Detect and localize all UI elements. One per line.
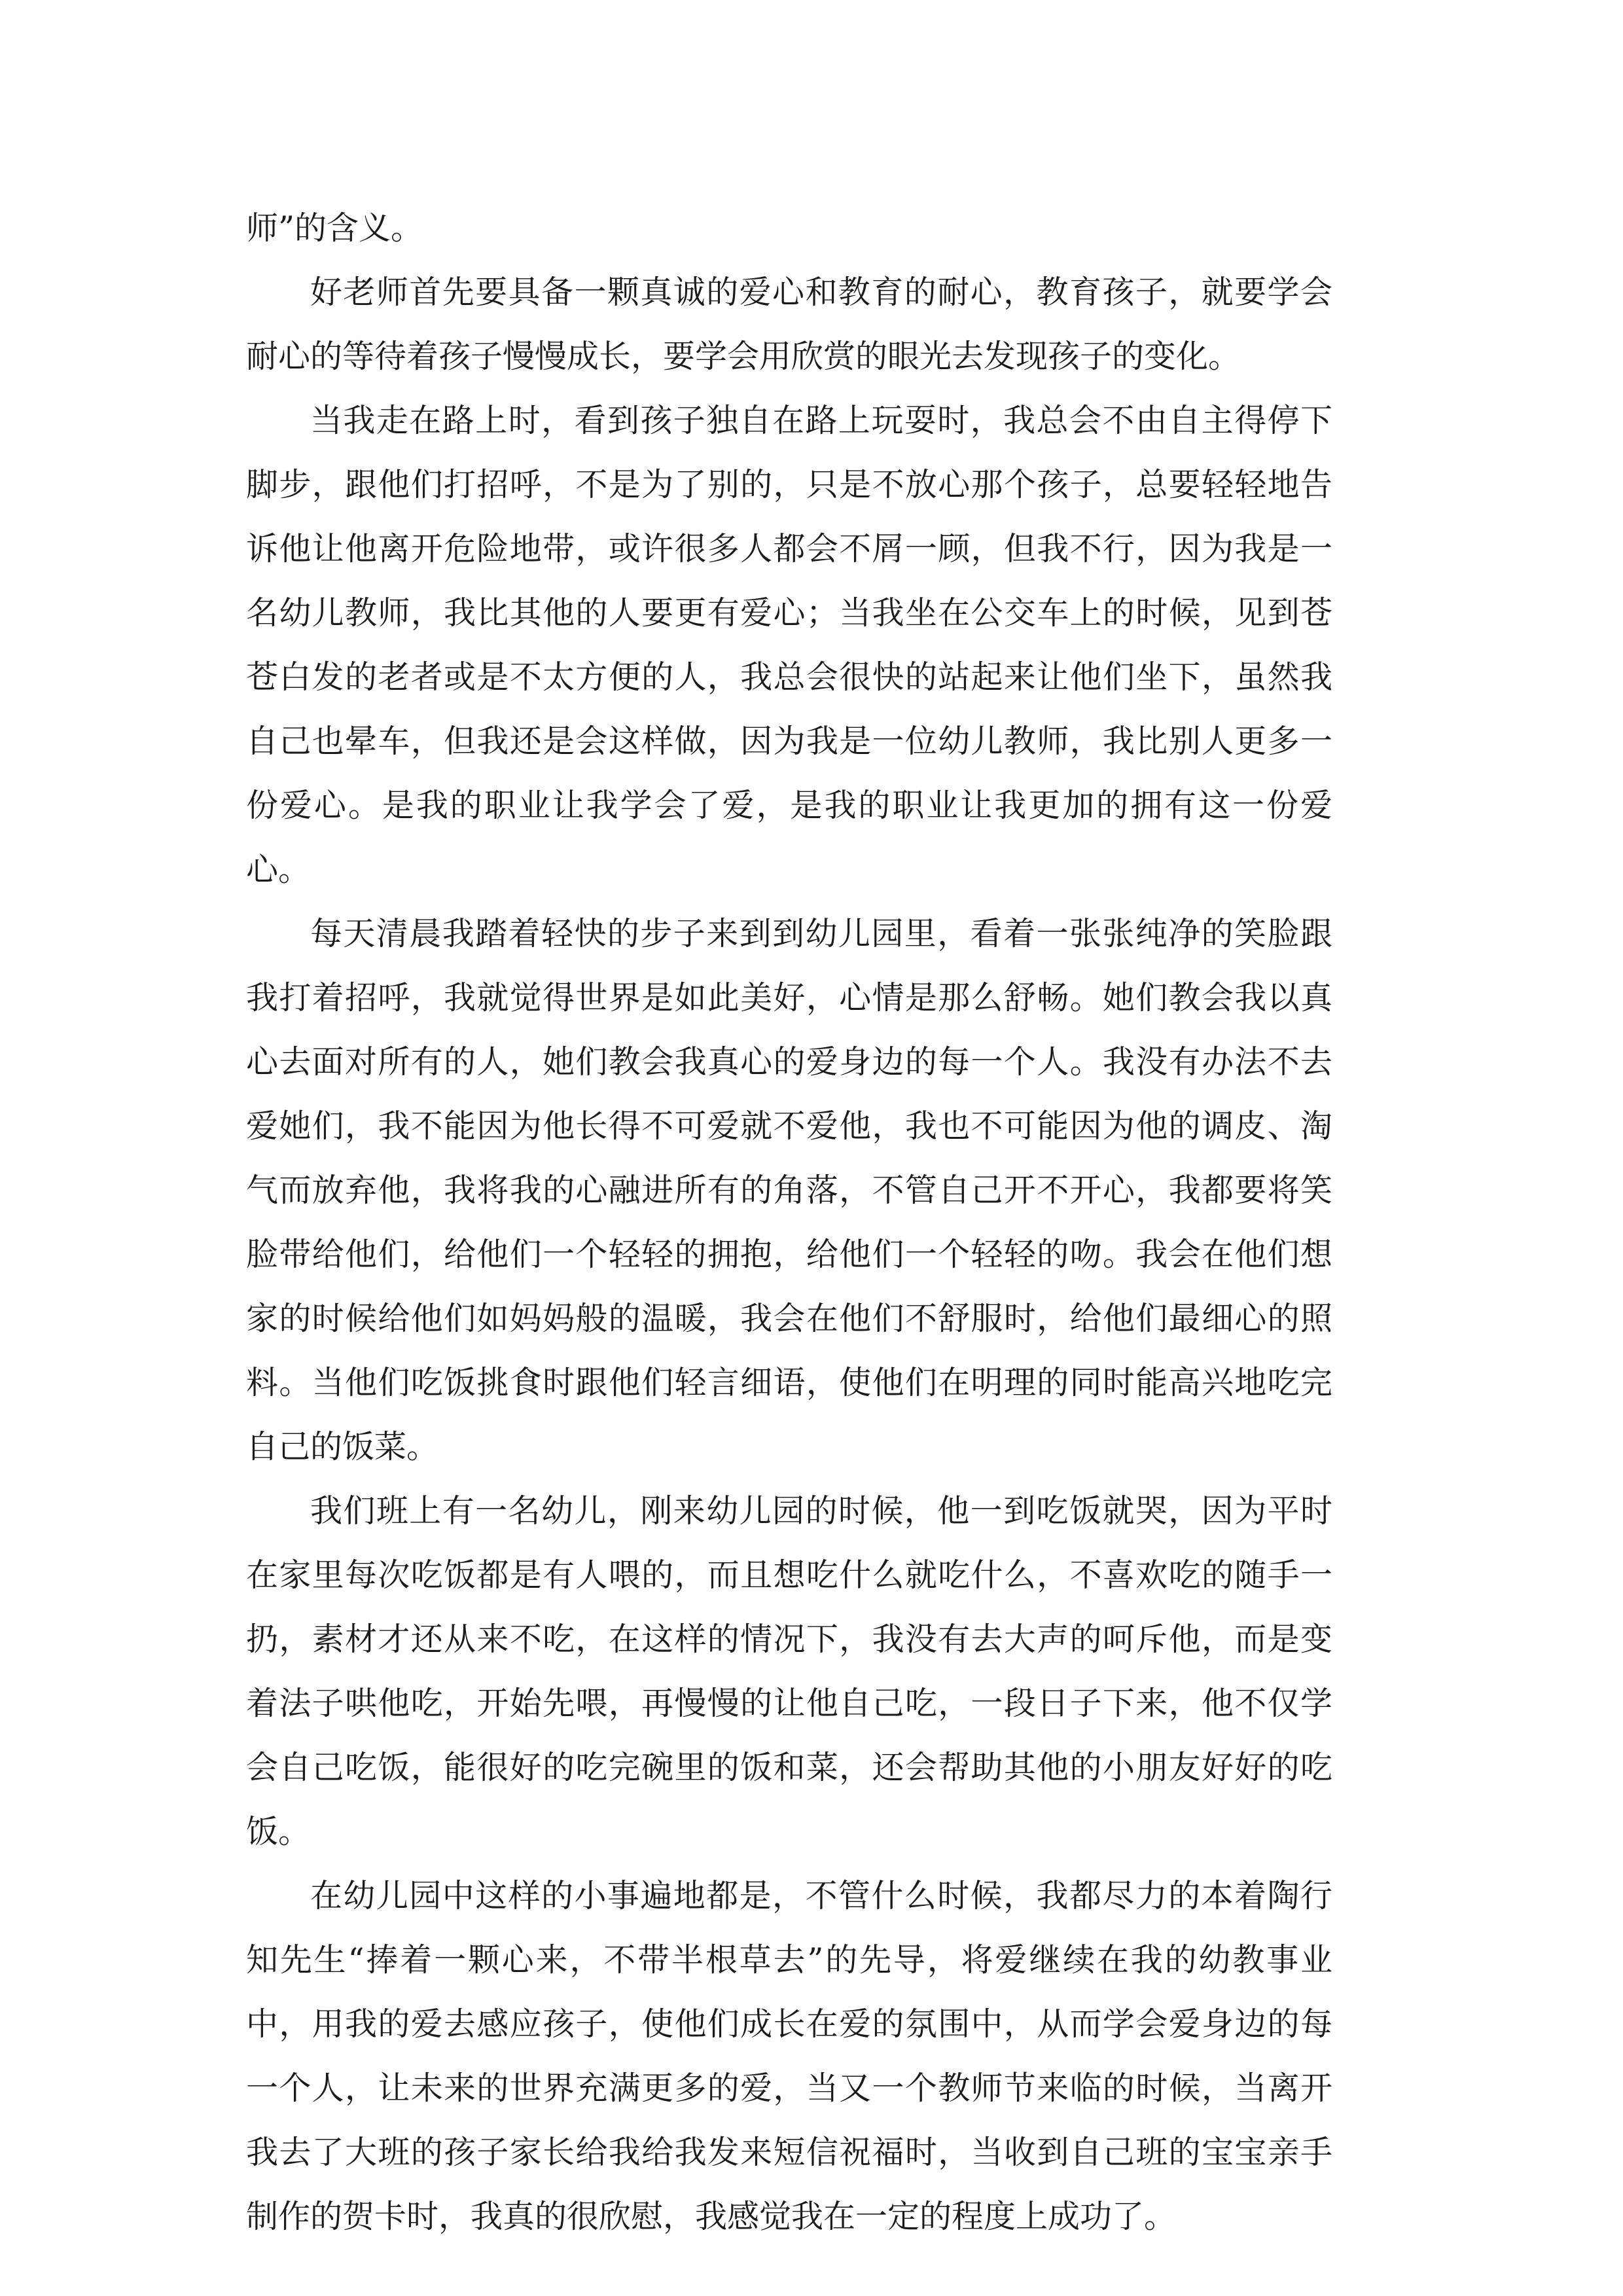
paragraph-on-the-road: 当我走在路上时，看到孩子独自在路上玩耍时，我总会不由自主得停下脚步，跟他们打招呼，不是为了别的，只是不放心那个孩子，总要轻轻地告诉他让他离开危险地带，或许很多人都会不屑一顾，但我不行，因为我是一名幼儿教师，我比其他的人要更有爱心；当我坐在公交车上的时候，见到苍苍白发的老者或是不太方便的人，我总会很快的站起来让他们坐下，虽然我自己也晕车，但我还是会这样做，因为我是一位幼儿教师，我比别人更多一份爱心。是我的职业让我学会了爱，是我的职业让我更加的拥有这一份爱心。 xyxy=(246,402,1332,888)
body-text xyxy=(246,196,1332,2249)
paragraph-every-morning: 每天清晨我踏着轻快的步子来到到幼儿园里，看着一张张纯净的笑脸跟我打着招呼，我就觉得世界是如此美好，心情是那么舒畅。她们教会我以真心去面对所有的人，她们教会我真心的爱身边的每一个人。我没有办法不去爱她们，我不能因为他长得不可爱就不爱他，我也不可能因为他的调皮、淘气而放弃他，我将我的心融进所有的角落，不管自己开不开心，我都要将笑脸带给他们，给他们一个轻轻的拥抱，给他们一个轻轻的吻。我会在他们想家的时候给他们如妈妈般的温暖，我会在他们不舒服时，给他们最细心的照料。当他们吃饭挑食时跟他们轻言细语，使他们在明理的同时能高兴地吃完自己的饭菜。 xyxy=(246,915,1332,1465)
paragraph-class-child: 我们班上有一名幼儿，刚来幼儿园的时候，他一到吃饭就哭，因为平时在家里每次吃饭都是有人喂的，而且想吃什么就吃什么，不喜欢吃的随手一扔，素材才还从来不吃，在这样的情况下，我没有去大声的呵斥他，而是变着法子哄他吃，开始先喂，再慢慢的让他自己吃，一段日子下来，他不仅学会自己吃饭，能很好的吃完碗里的饭和菜，还会帮助其他的小朋友好好的吃饭。 xyxy=(246,1492,1332,1850)
paragraph-continuation: 师”的含义。 xyxy=(246,209,423,247)
paragraph-conclusion: 在幼儿园中这样的小事遍地都是，不管什么时候，我都尽力的本着陶行知先生“捧着一颗心来，不带半根草去”的先导，将爱继续在我的幼教事业中，用我的爱去感应孩子，使他们成长在爱的氛围中，从而学会爱身边的每一个人，让未来的世界充满更多的爱，当又一个教师节来临的时候，当离开我去了大班的孩子家长给我给我发来短信祝福时，当收到自己班的宝宝亲手制作的贺卡时，我真的很欣慰，我感觉我在一定的程度上成功了。 xyxy=(246,1877,1332,2235)
paragraph-good-teacher: 好老师首先要具备一颗真诚的爱心和教育的耐心，教育孩子，就要学会耐心的等待着孩子慢慢成长，要学会用欣赏的眼光去发现孩子的变化。 xyxy=(246,274,1332,375)
